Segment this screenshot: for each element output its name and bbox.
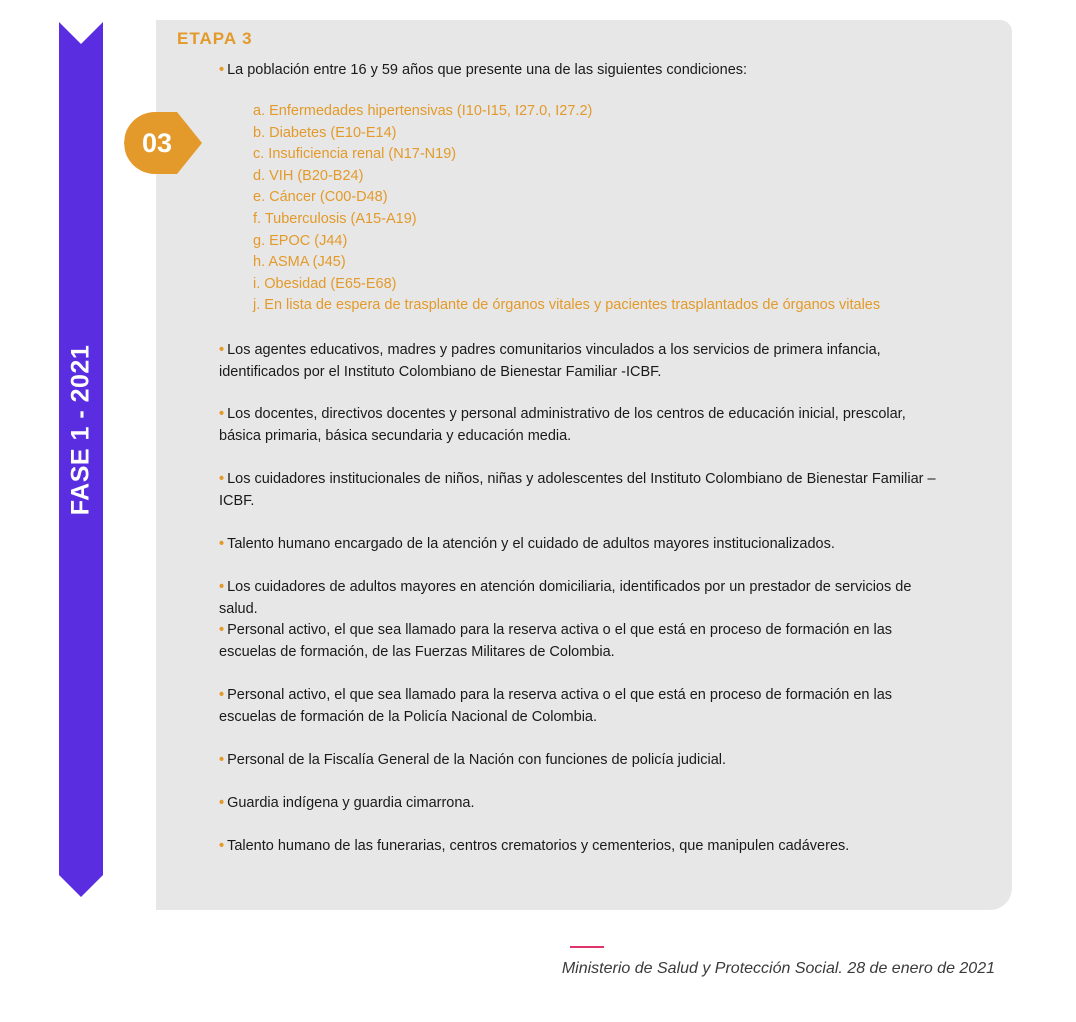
stage-badge-number: 03 [141, 127, 173, 158]
condition-item: a. Enfermedades hipertensivas (I10-I15, I27.0, I27.2) [253, 103, 593, 119]
group-item: • Talento humano encargado de la atención y el cuidado de adultos mayores institucionalizados. [219, 533, 949, 555]
stage-title: ETAPA 3 [177, 29, 253, 48]
condition-item: j. En lista de espera de trasplante de órganos vitales y pacientes trasplantados de órganos vitales [253, 297, 881, 314]
phase-label: FASE 1 - 2021 [66, 344, 95, 516]
group-item: • Personal activo, el que sea llamado para la reserva activa o el que está en proceso de formación en las escuelas de formación de la Policía Nacional de Colombia. [219, 684, 949, 728]
group-item: • Los agentes educativos, madres y padres comunitarios vinculados a los servicios de primera infancia, identificados por el Instituto Colombiano de Bienestar Familiar -ICBF. [219, 339, 949, 383]
intro-text: • La población entre 16 y 59 años que presente una de las siguientes condiciones: [219, 59, 959, 81]
group-item: • Talento humano de las funerarias, centros crematorios y cementerios, que manipulen cadáveres. [219, 835, 949, 857]
footer-source: Ministerio de Salud y Protección Social. 28 de enero de 2021 [561, 960, 995, 977]
group-item: • Guardia indígena y guardia cimarrona. [219, 792, 949, 814]
condition-item: e. Cáncer (C00-D48) [253, 189, 388, 206]
group-item: • Los docentes, directivos docentes y personal administrativo de los centros de educación inicial, prescolar, básica primaria, básica secundaria y educación media. [219, 403, 949, 447]
condition-item: b. Diabetes (E10-E14) [253, 124, 397, 141]
condition-item: f. Tuberculosis (A15-A19) [253, 210, 417, 227]
condition-item: i. Obesidad (E65-E68) [253, 275, 397, 292]
group-item: • Personal de la Fiscalía General de la Nación con funciones de policía judicial. [219, 749, 949, 771]
eligibility-content [219, 59, 959, 854]
group-item: • Los cuidadores institucionales de niños, niñas y adolescentes del Instituto Colombiano de Bienestar Familiar – ICBF. [219, 468, 949, 512]
group-item: • Personal activo, el que sea llamado para la reserva activa o el que está en proceso de formación en las escuelas de formación, de las Fuerzas Militares de Colombia. [219, 619, 949, 663]
condition-list [253, 101, 959, 317]
condition-item: g. EPOC (J44) [253, 232, 348, 249]
condition-item: h. ASMA (J45) [253, 254, 346, 271]
group-item: • Los cuidadores de adultos mayores en atención domiciliaria, identificados por un prestador de servicios de salud. [219, 576, 949, 620]
footer-rule [570, 946, 604, 948]
condition-item: d. VIH (B20-B24) [253, 167, 364, 184]
condition-item: c. Insuficiencia renal (N17-N19) [253, 146, 457, 163]
